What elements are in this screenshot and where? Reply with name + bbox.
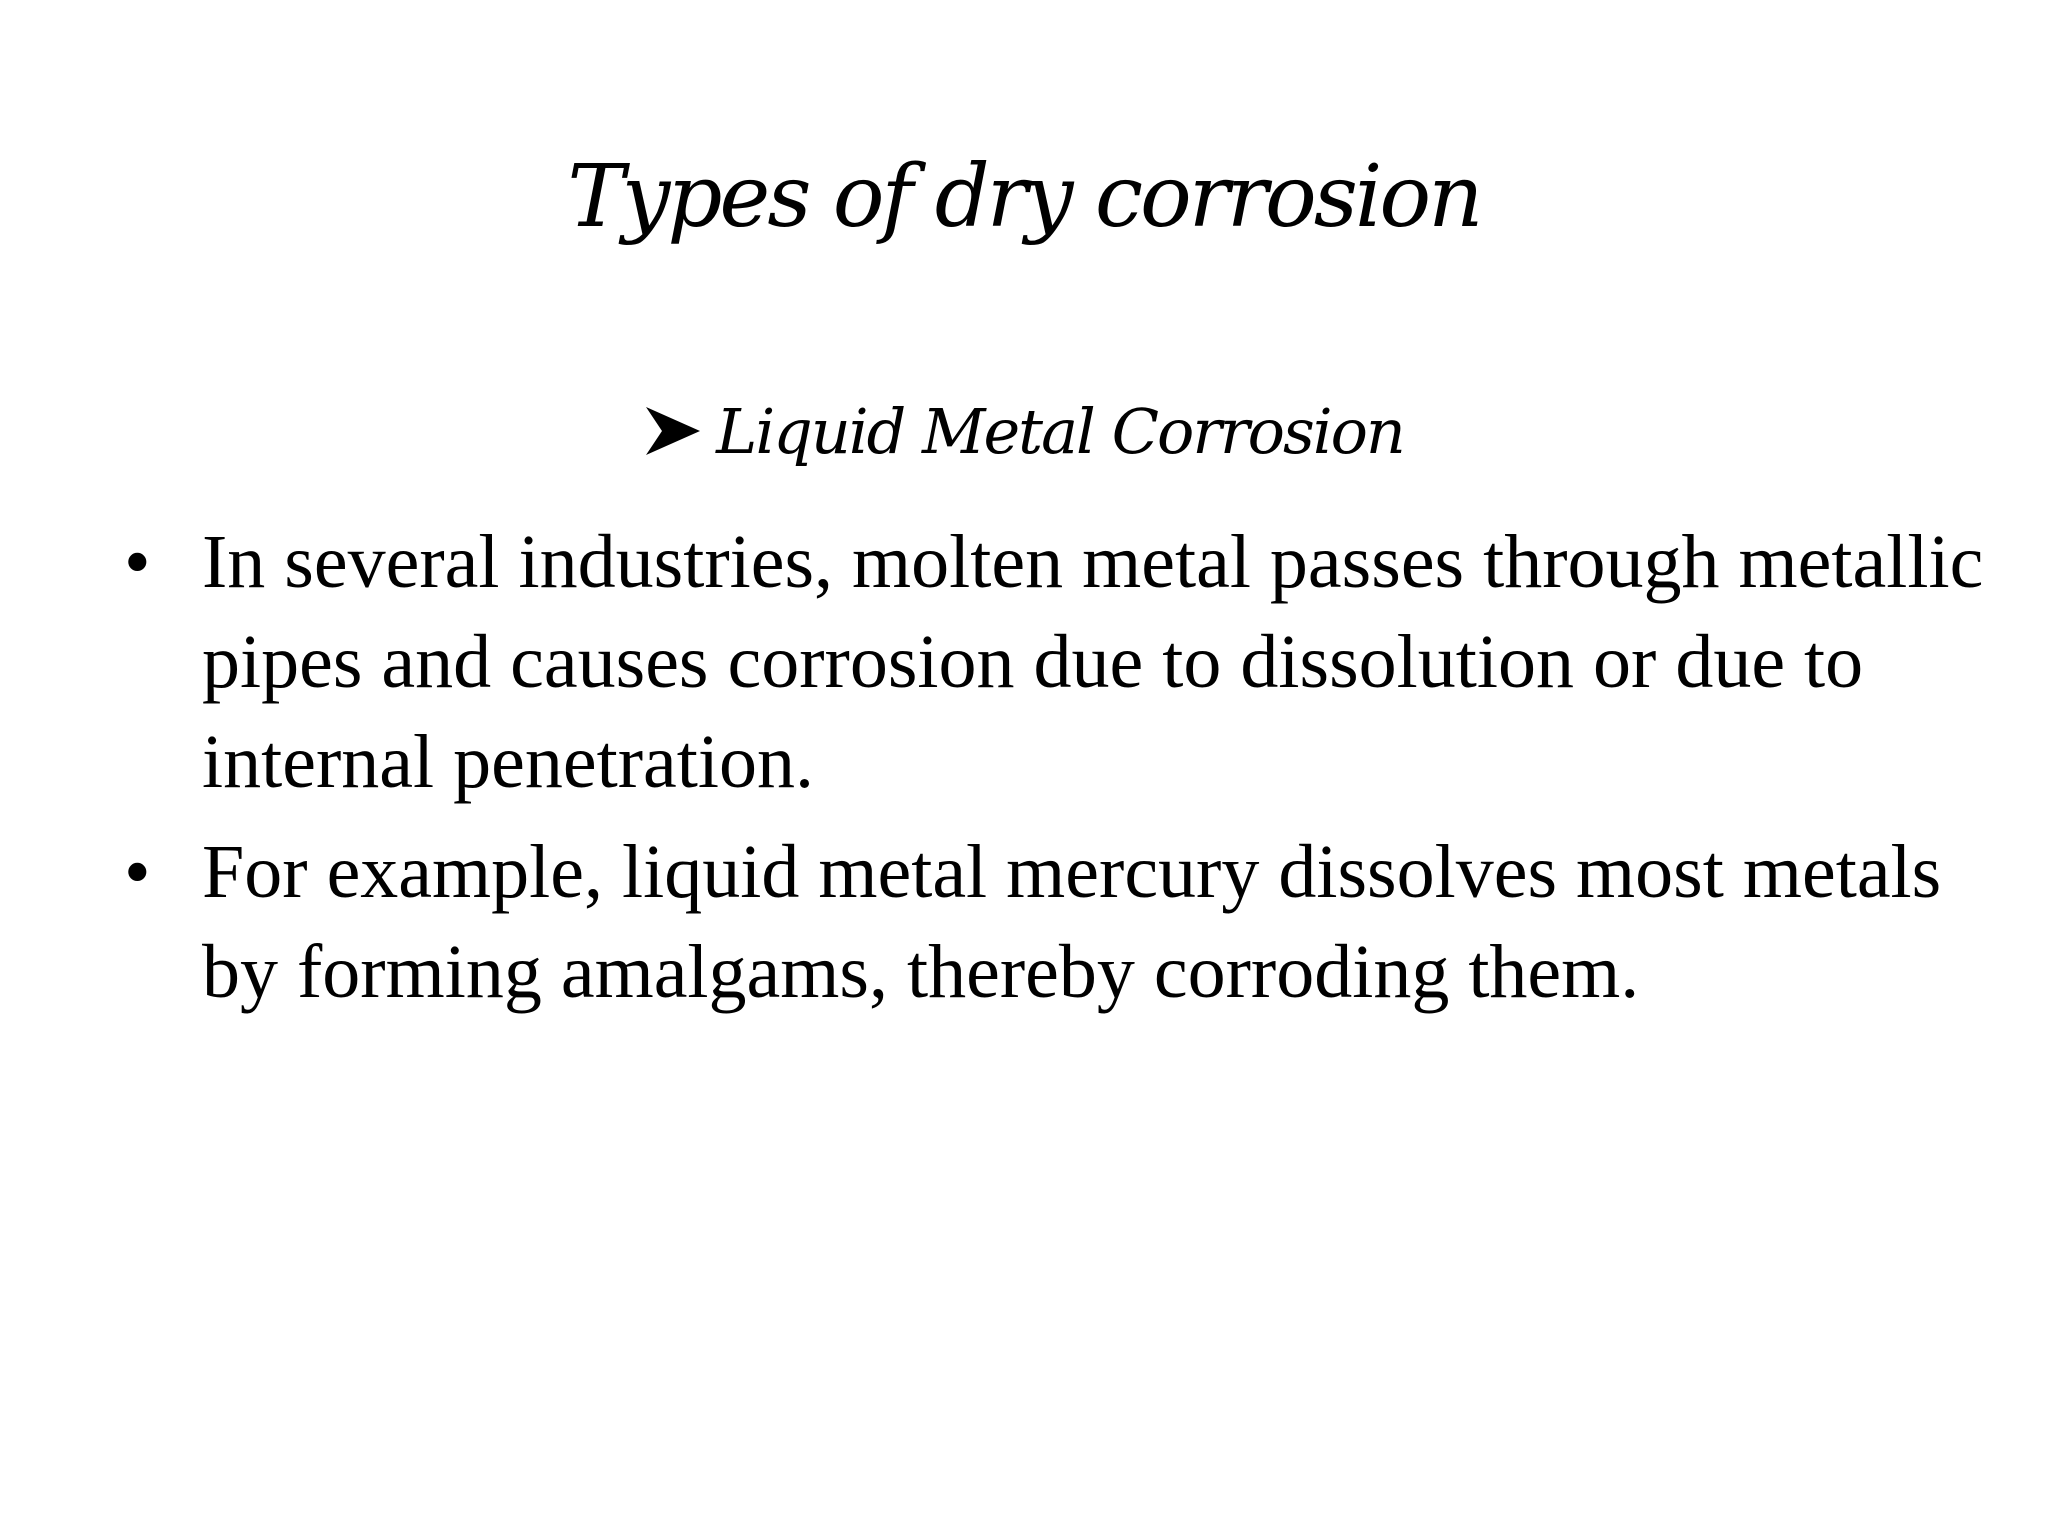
bullet-list [0, 512, 2048, 1032]
arrow-bullet-icon [644, 405, 702, 457]
slide-title: Types of dry corrosion [567, 147, 1481, 247]
subheading [0, 395, 2048, 468]
bullet-text: In several industries, molten metal passes through metallic pipes and causes corrosion due to dissolution or due to internal penetration. [202, 520, 1984, 804]
bullet-item [0, 512, 2048, 812]
bullet-text: For example, liquid metal mercury dissolves most metals by forming amalgams, thereby corroding them. [202, 830, 1942, 1014]
bullet-dot-icon: • [124, 830, 151, 914]
bullet-item [0, 822, 2048, 1022]
bullet-dot-icon: • [124, 520, 151, 604]
subheading-text: Liquid Metal Corrosion [716, 395, 1404, 468]
